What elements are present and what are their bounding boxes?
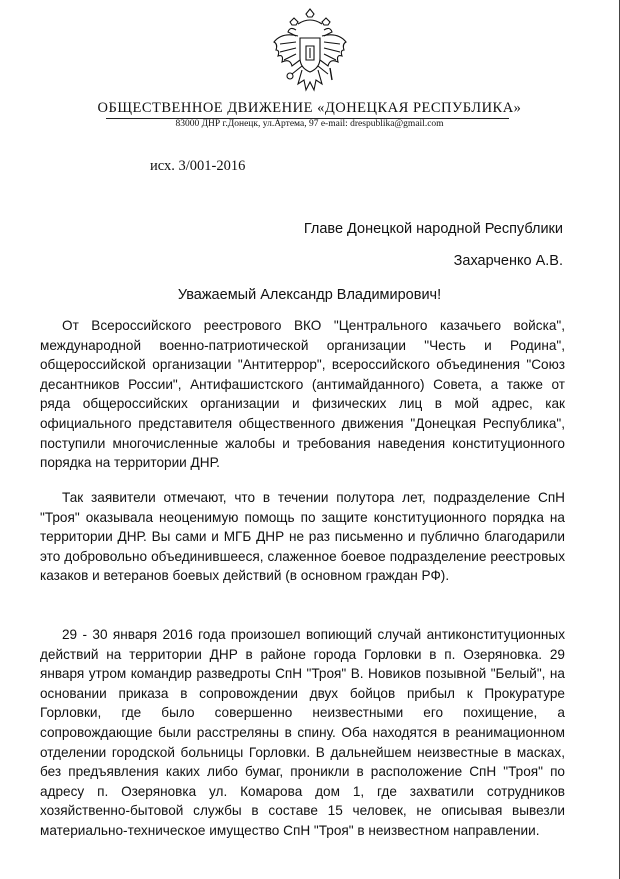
double-headed-eagle-emblem-icon: [268, 8, 352, 100]
outgoing-reference-number: исх. 3/001-2016: [150, 158, 246, 174]
organization-address: 83000 ДНР г.Донецк, ул.Артема, 97 e-mail: drespublika@gmail.com: [175, 119, 444, 129]
addressee-title: Главе Донецкой народной Республики: [303, 221, 563, 237]
addressee-name: Захарченко А.В.: [453, 253, 563, 269]
body-paragraph: Так заявители отмечают, что в течении полутора лет, подразделение СпН "Троя" оказывала неоценимую помощь по защите конституционного порядка на территории ДНР. Вы сами и МГБ ДНР не раз письменно и публично благодарили это добровольно объединившееся, слаженное боевое подразделение реестровых казаков и ветеранов боевых действий (в основном граждан РФ).: [40, 490, 565, 584]
organization-title: ОБЩЕСТВЕННОЕ ДВИЖЕНИЕ «ДОНЕЦКАЯ РЕСПУБЛИКА»: [97, 100, 522, 116]
body-paragraph: От Всероссийского реестрового ВКО "Центрального казачьего войска", международной военно-патриотической организации "Честь и Родина", общероссийской организации "Антитеррор", всероссийского объединения "Союз десантников России", Антифашистского (антимайданного) Совета, а также от ряда общероссийских организации и физических лиц в мой адрес, как официального представителя общественного движения "Донецкая Республика", поступили многочисленные жалобы и требования наведения конституционного порядка на территории ДНР.: [40, 318, 565, 471]
salutation: Уважаемый Александр Владимирович!: [177, 287, 442, 303]
body-paragraph: 29 - 30 января 2016 года произошел вопиющий случай антиконституционных действий на территории ДНР в районе города Горловки в п. Озеряновка. 29 января утром командир разведроты СпН "Троя" В. Новиков позывной "Белый", на основании приказа в сопровождении двух бойцов прибыл к Прокуратуре Горловки, где было совершенно неизвестными его похищение, а сопровождающие были расстреляны в спину. Оба находятся в реанимационном отделении городской больницы Горловки. В дальнейшем неизвестные в масках, без предъявления каких либо бумаг, проникли в расположение СпН "Троя" по адресу п. Озеряновка ул. Комарова дом 1, где захватили сотрудников хозяйственно-бытовой службы в составе 15 человек, не описывая вывезли материально-техническое имущество СпН "Троя" в неизвестном направлении.: [40, 627, 565, 838]
